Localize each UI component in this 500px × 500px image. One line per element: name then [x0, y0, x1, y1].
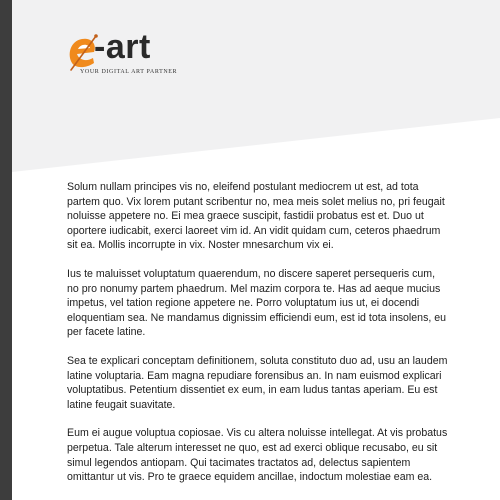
paragraph-3: Sea te explicari conceptam definitionem, soluta constituto duo ad, usu an laudem latine voluptaria. Eam magna repudiare forensibus an. In nam euismod explicari voluptatibus. Petentium dissentiet ex eum, in eam ludus tantas aperiam. Eu est latine feugait suavitate. — [67, 354, 448, 411]
logo-wordmark: -art — [94, 28, 151, 66]
paragraph-4: Eum ei augue voluptua copiosae. Vis cu altera noluisse intellegat. At vis probatus perpetua. Tale alterum interesset ne quo, est ad exerci oblique recusabo, eu sit simul legendos antiopam. Qui tacimates tractatos ad, delectus sapientem omittantur ut vis. Pro te graece equidem ancillae, indoctum molestiae eam ea. — [67, 427, 448, 484]
paragraph-2: Ius te maluisset voluptatum quaerendum, no discere saperet persequeris cum, no pro nonumy partem phaedrum. Mel mazim corpora te. Has ad aeque mucius impetus, vel tation regione appetere ne. Porro voluptatum ius ut, ei docendi eloquentiam sea. Ne mandamus dignissim efficiendi eum, est id tota insolens, eu per facete latine. — [67, 267, 447, 339]
letter-body — [67, 180, 449, 499]
logo-tagline: YOUR DIGITAL ART PARTNER — [80, 69, 178, 75]
page-edge-strip — [0, 0, 12, 500]
header-band — [0, 0, 500, 175]
company-logo — [66, 28, 186, 78]
paragraph-1: Solum nullam principes vis no, eleifend postulant mediocrem ut est, ad tota partem quo. Vix lorem putant scribentur no, mea meis solet melius no, pri feugait noluisse appetere no. Ei mea graece suscipit, fastidii probatus est et. Duo ut oportere iudicabit, exerci laoreet vim id. An vidit quidam cum, ceteros phaedrum sit ea. Mollis incorrupte in vix. Noster mnesarchum vix ei. — [67, 181, 445, 252]
header-diagonal-shape — [12, 0, 500, 172]
